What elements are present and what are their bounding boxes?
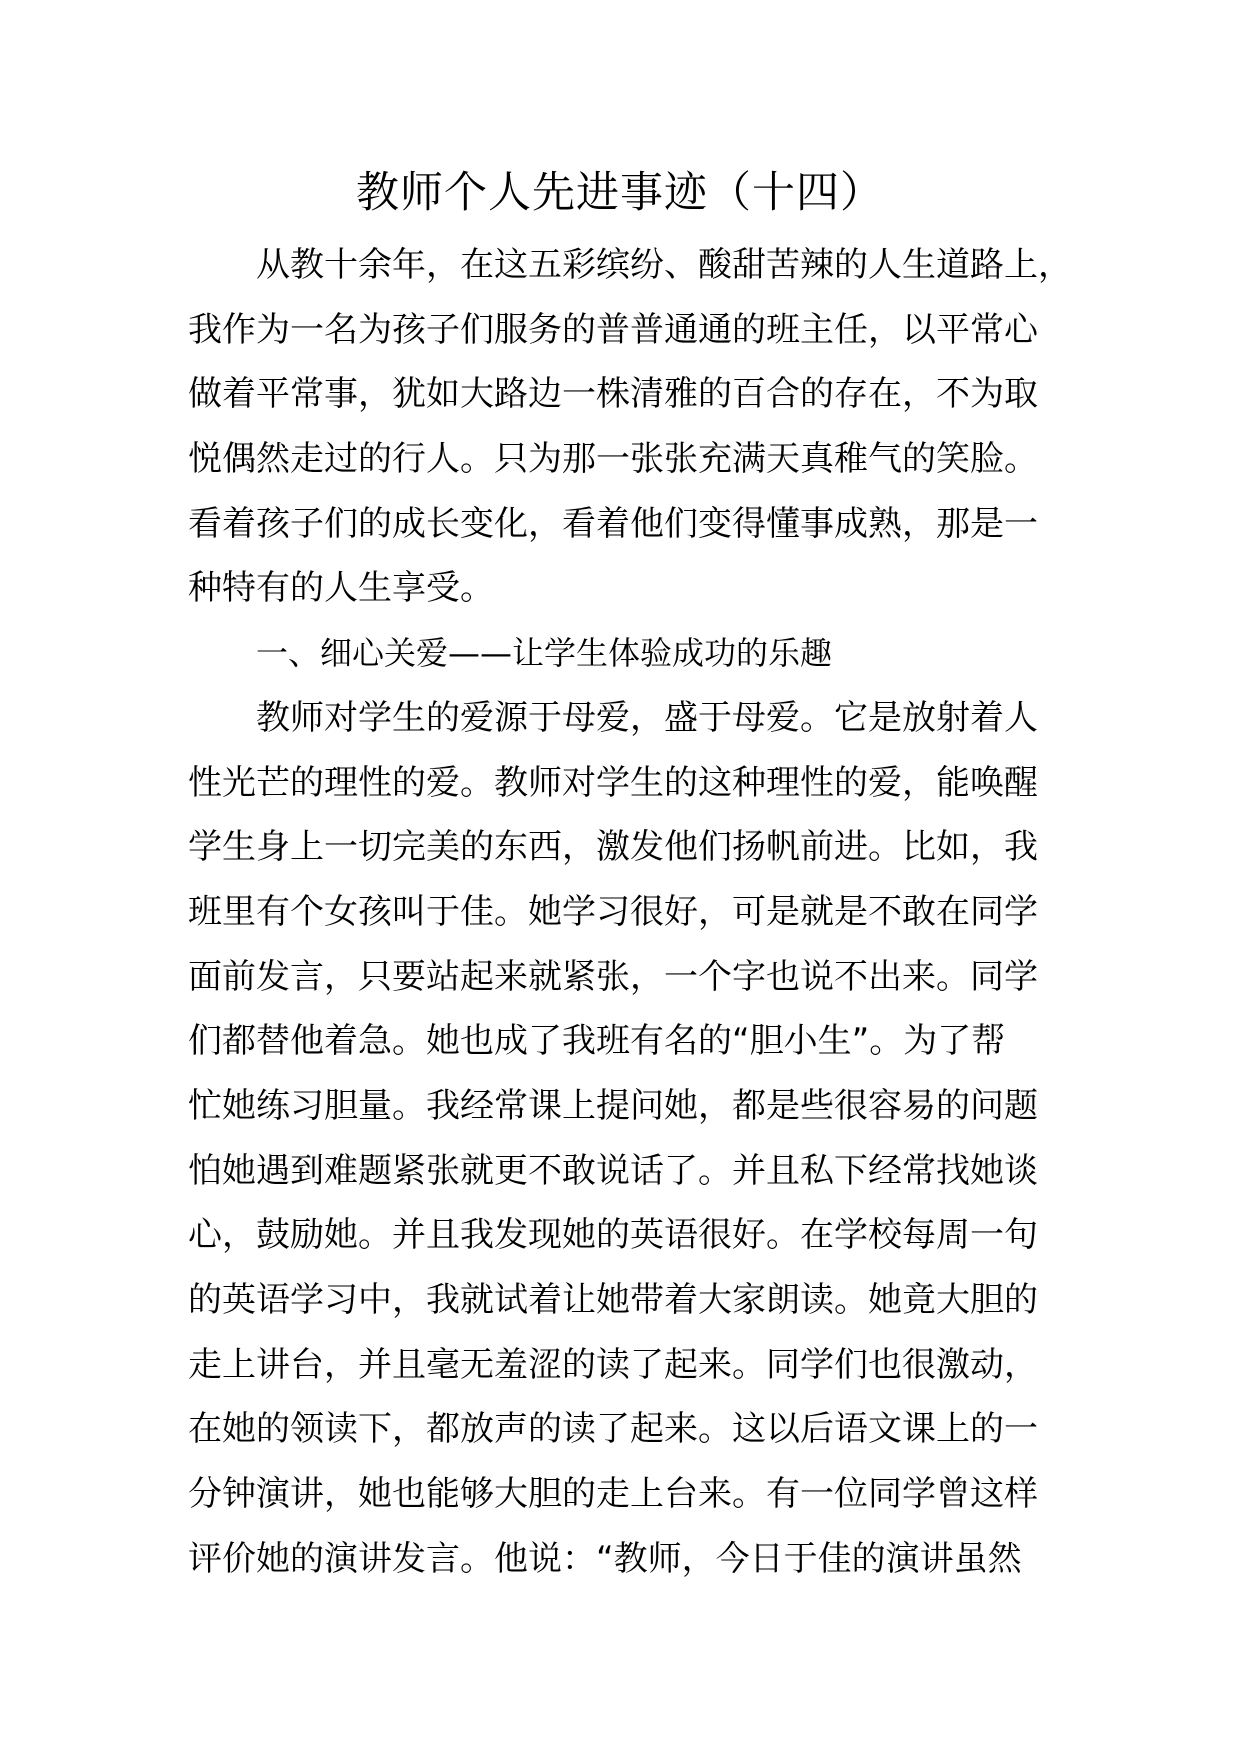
text-line: 教师对学生的爱源于母爱，盛于母爱。它是放射着人 xyxy=(256,697,1038,738)
text-line: 面前发言，只要站起来就紧张，一个字也说不出来。同学 xyxy=(188,956,1038,997)
document-title: 教师个人先进事迹（十四） xyxy=(356,168,884,218)
text-line: 评价她的演讲发言。他说：“教师，今日于佳的演讲虽然 xyxy=(188,1538,1022,1579)
text-line: 我作为一名为孩子们服务的普普通通的班主任，以平常心 xyxy=(188,309,1038,350)
text-line: 做着平常事，犹如大路边一株清雅的百合的存在，不为取 xyxy=(188,374,1038,415)
text-line: 班里有个女孩叫于佳。她学习很好，可是就是不敢在同学 xyxy=(188,891,1038,932)
document-body xyxy=(188,233,1072,1591)
text-line: 分钟演讲，她也能够大胆的走上台来。有一位同学曾这样 xyxy=(188,1474,1038,1515)
text-line: 悦偶然走过的行人。只为那一张张充满天真稚气的笑脸。 xyxy=(188,439,1038,480)
text-line: 性光芒的理性的爱。教师对学生的这种理性的爱，能唤醒 xyxy=(188,762,1038,803)
text-line: 学生身上一切完美的东西，激发他们扬帆前进。比如，我 xyxy=(188,827,1038,868)
text-line: 看着孩子们的成长变化，看着他们变得懂事成熟，那是一 xyxy=(188,503,1038,544)
text-line: 在她的领读下，都放声的读了起来。这以后语文课上的一 xyxy=(188,1409,1038,1450)
text-line: 忙她练习胆量。我经常课上提问她，都是些很容易的问题 xyxy=(188,1085,1038,1126)
text-line: 心，鼓励她。并且我发现她的英语很好。在学校每周一句 xyxy=(188,1215,1038,1256)
text-line: 们都替他着急。她也成了我班有名的“胆小生”。为了帮 xyxy=(188,1021,1006,1062)
text-line: 从教十余年，在这五彩缤纷、酸甜苦辣的人生道路上， xyxy=(256,245,1072,285)
text-line: 种特有的人生享受。 xyxy=(188,568,494,609)
text-line: 怕她遇到难题紧张就更不敢说话了。并且私下经常找她谈 xyxy=(188,1150,1038,1191)
section-heading: 一、细心关爱——让学生体验成功的乐趣 xyxy=(256,634,833,673)
text-line: 的英语学习中，我就试着让她带着大家朗读。她竟大胆的 xyxy=(188,1280,1038,1320)
text-line: 走上讲台，并且毫无羞涩的读了起来。同学们也很激动， xyxy=(188,1344,1038,1385)
